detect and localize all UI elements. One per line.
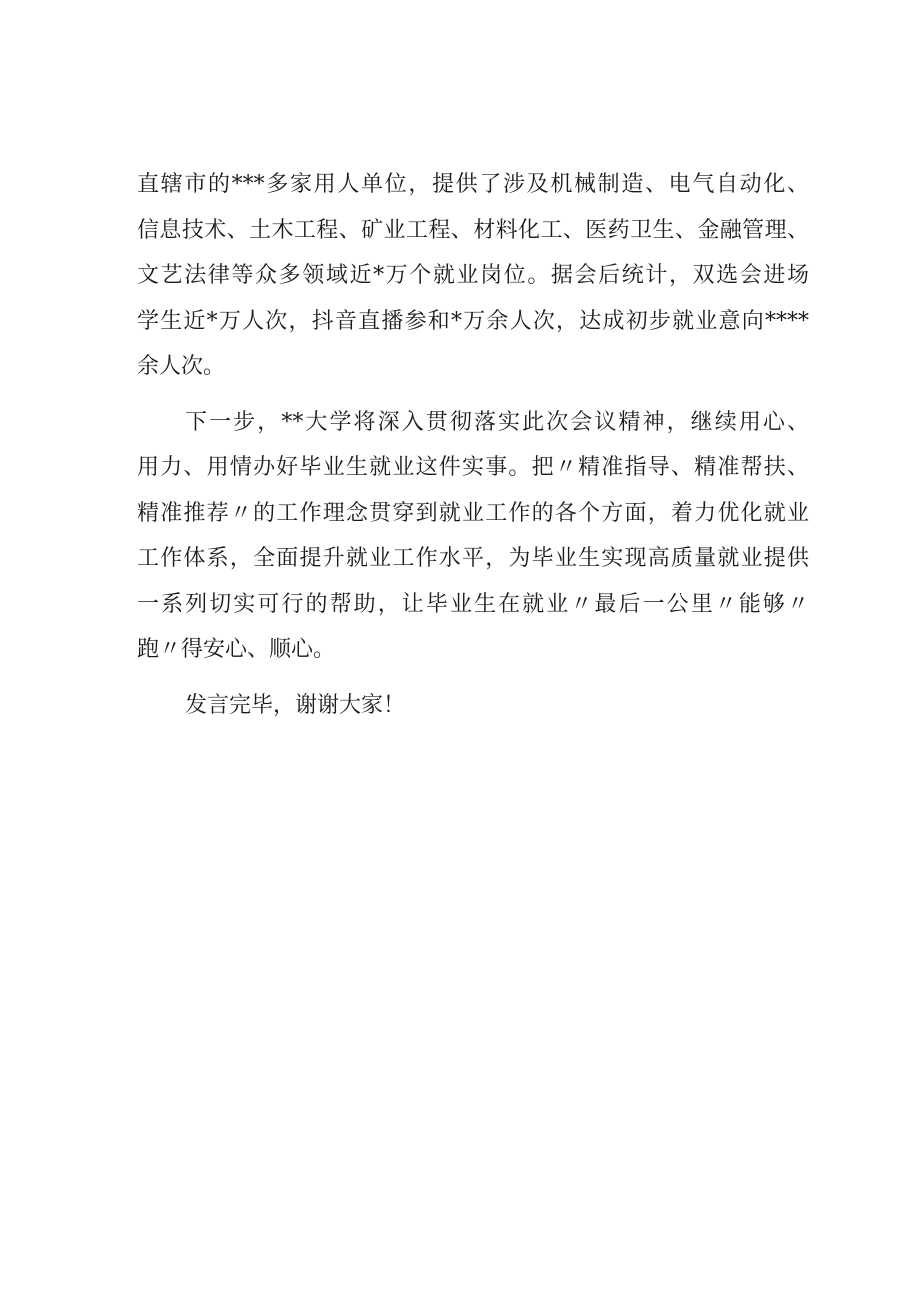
paragraph-1 — [137, 162, 809, 390]
paragraph-spacer — [137, 390, 809, 400]
paragraph-2 — [137, 400, 809, 673]
text-line: 下一步，**大学将深入贯彻落实此次会议精神，继续用心、 — [185, 409, 809, 435]
text-line: 直辖市的***多家用人单位，提供了涉及机械制造、电气自动化、 — [137, 172, 809, 197]
closing-line: 发言完毕，谢谢大家！ — [185, 692, 406, 718]
text-line: 用力、用情办好毕业生就业这件实事。把〃精准指导、精准帮扶、 — [137, 455, 809, 480]
document-body — [137, 162, 809, 728]
text-line: 精准推荐〃的工作理念贯穿到就业工作的各个方面，着力优化就业 — [137, 500, 809, 526]
text-line: 跑〃得安心、顺心。 — [137, 637, 336, 662]
text-line: 学生近*万人次，抖音直播参和*万余人次，达成初步就业意向**** — [137, 308, 809, 334]
text-line: 文艺法律等众多领域近*万个就业岗位。据会后统计，双选会进场 — [137, 263, 809, 288]
text-line: 信息技术、土木工程、矿业工程、材料化工、医药卫生、金融管理、 — [137, 217, 809, 243]
text-line: 余人次。 — [137, 354, 226, 379]
text-line: 一系列切实可行的帮助，让毕业生在就业〃最后一公里〃能够〃 — [137, 591, 809, 617]
text-line: 工作体系，全面提升就业工作水平，为毕业生实现高质量就业提供 — [137, 546, 809, 571]
paragraph-closing — [137, 683, 809, 729]
paragraph-spacer — [137, 673, 809, 683]
